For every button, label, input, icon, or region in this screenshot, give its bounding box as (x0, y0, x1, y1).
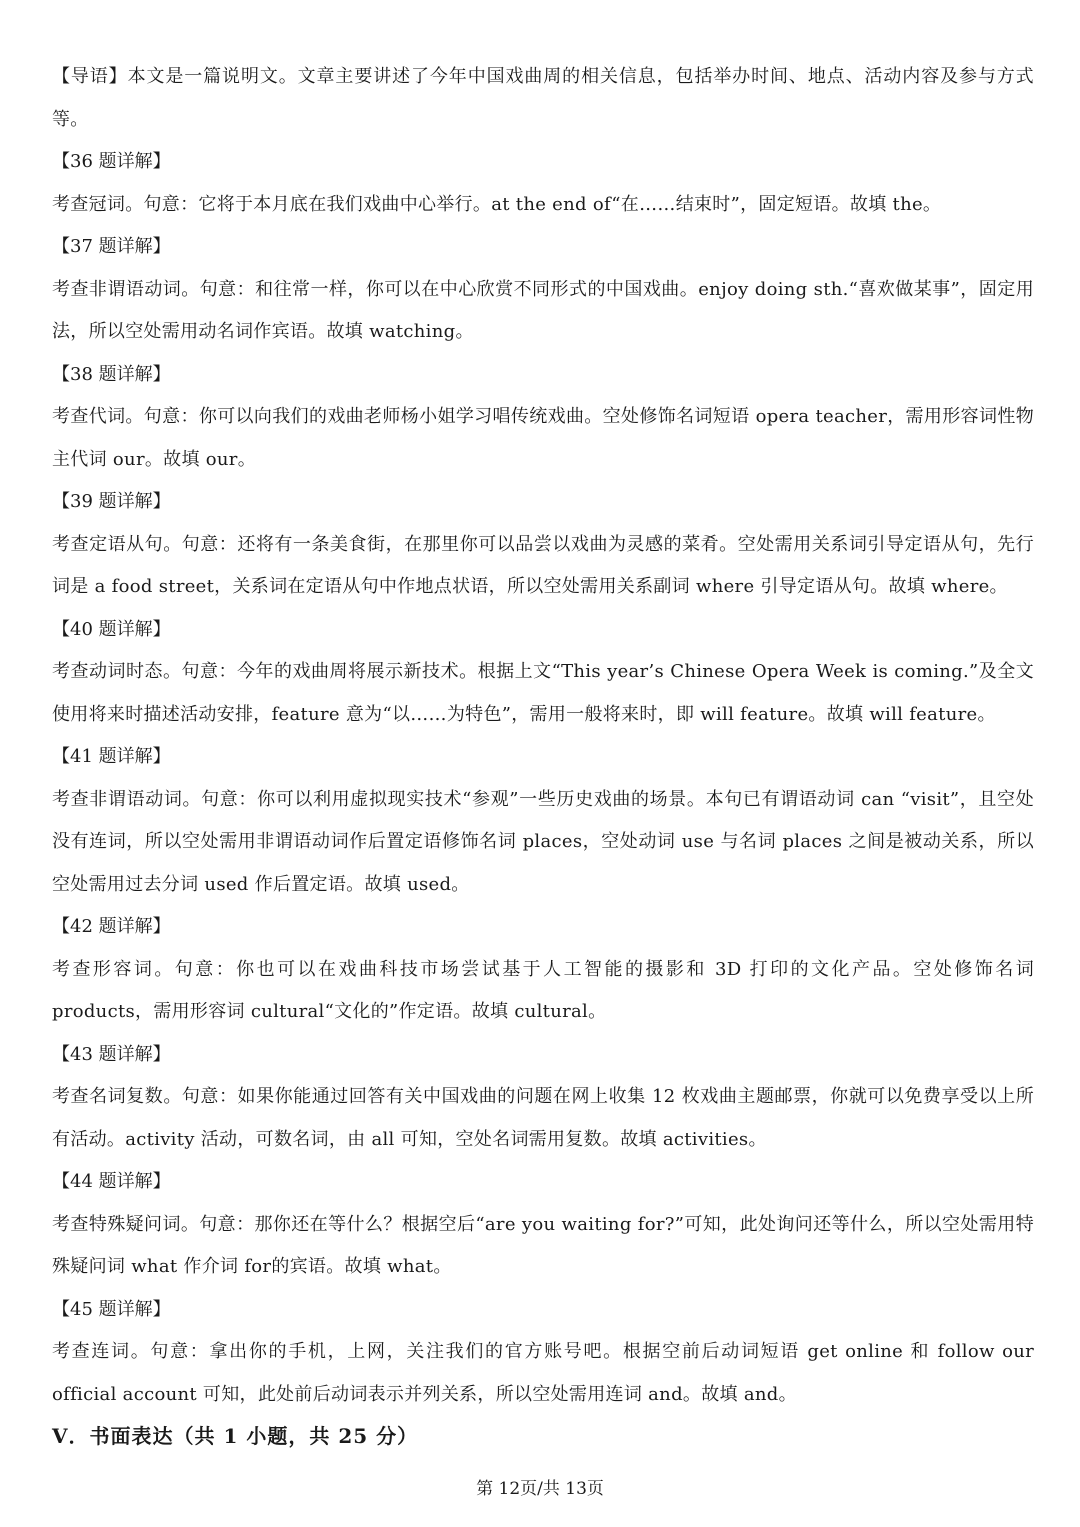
question-37-heading: 【37 题详解】 (52, 236, 171, 257)
question-42-heading: 【42 题详解】 (52, 916, 171, 937)
question-42-explanation: 考查形容词。句意：你也可以在戏曲科技市场尝试基于人工智能的摄影和 3D 打印的文化产品。空处修饰名词 products，需用形容词 cultural“文化的”作定语。故填 cultural。 (52, 958, 1034, 1022)
question-39-explanation: 考查定语从句。句意：还将有一条美食街，在那里你可以品尝以戏曲为灵感的菜肴。空处需用关系词引导定语从句，先行词是 a food street，关系词在定语从句中作地点状语，所以空处需用关系副词 where 引导定语从句。故填 where。 (52, 533, 1034, 597)
question-43-heading: 【43 题详解】 (52, 1043, 171, 1065)
question-38-heading: 【38 题详解】 (52, 363, 171, 385)
question-43-explanation: 考查名词复数。句意：如果你能通过回答有关中国戏曲的问题在网上收集 12 枚戏曲主题邮票，你就可以免费享受以上所有活动。activity 活动，可数名词，由 all 可知，空处名词需用复数。故填 activities。 (52, 1086, 1034, 1150)
section-heading-writing: V．书面表达（共 1 小题，共 25 分） (52, 1424, 419, 1448)
question-44-explanation: 考查特殊疑问词。句意：那你还在等什么？根据空后“are you waiting for?”可知，此处询问还等什么，所以空处需用特殊疑问词 what 作介词 for的宾语。故填 what。 (52, 1213, 1034, 1277)
question-36-heading: 【36 题详解】 (52, 151, 171, 172)
question-44-heading: 【44 题详解】 (52, 1171, 171, 1192)
question-41-explanation: 考查非谓语动词。句意：你可以利用虚拟现实技术“参观”一些历史戏曲的场景。本句已有谓语动词 can “visit”，且空处没有连词，所以空处需用非谓语动词作后置定语修饰名词 places，空处动词 use 与名词 places 之间是被动关系，所以空处需用过去分词 used 作后置定语。故填 used。 (52, 788, 1034, 895)
question-36-explanation: 考查冠词。句意：它将于本月底在我们戏曲中心举行。at the end of“在……结束时”，固定短语。故填 the。 (52, 193, 942, 215)
question-40-heading: 【40 题详解】 (52, 618, 171, 640)
page-number-footer: 第 12页/共 13页 (476, 1479, 604, 1499)
question-45-explanation: 考查连词。句意：拿出你的手机，上网，关注我们的官方账号吧。根据空前后动词短语 get online 和 follow our official account 可知，此处前后动词表示并列关系，所以空处需用连词 and。故填 and。 (52, 1341, 1034, 1405)
question-37-explanation: 考查非谓语动词。句意：和往常一样，你可以在中心欣赏不同形式的中国戏曲。enjoy doing sth.“喜欢做某事”，固定用法，所以空处需用动名词作宾语。故填 watching。 (52, 278, 1034, 342)
question-39-heading: 【39 题详解】 (52, 491, 171, 512)
question-38-explanation: 考查代词。句意：你可以向我们的戏曲老师杨小姐学习唱传统戏曲。空处修饰名词短语 opera teacher，需用形容词性物主代词 our。故填 our。 (52, 406, 1034, 470)
question-41-heading: 【41 题详解】 (52, 746, 171, 767)
intro-paragraph: 【导语】本文是一篇说明文。文章主要讲述了今年中国戏曲周的相关信息，包括举办时间、地点、活动内容及参与方式等。 (52, 66, 1034, 130)
question-45-heading: 【45 题详解】 (52, 1298, 171, 1320)
document-body (52, 56, 1034, 1456)
question-40-explanation: 考查动词时态。句意：今年的戏曲周将展示新技术。根据上文“This year’s Chinese Opera Week is coming.”及全文使用将来时描述活动安排，feature 意为“以……为特色”，需用一般将来时，即 will feature。故填 will feature。 (52, 661, 1034, 725)
